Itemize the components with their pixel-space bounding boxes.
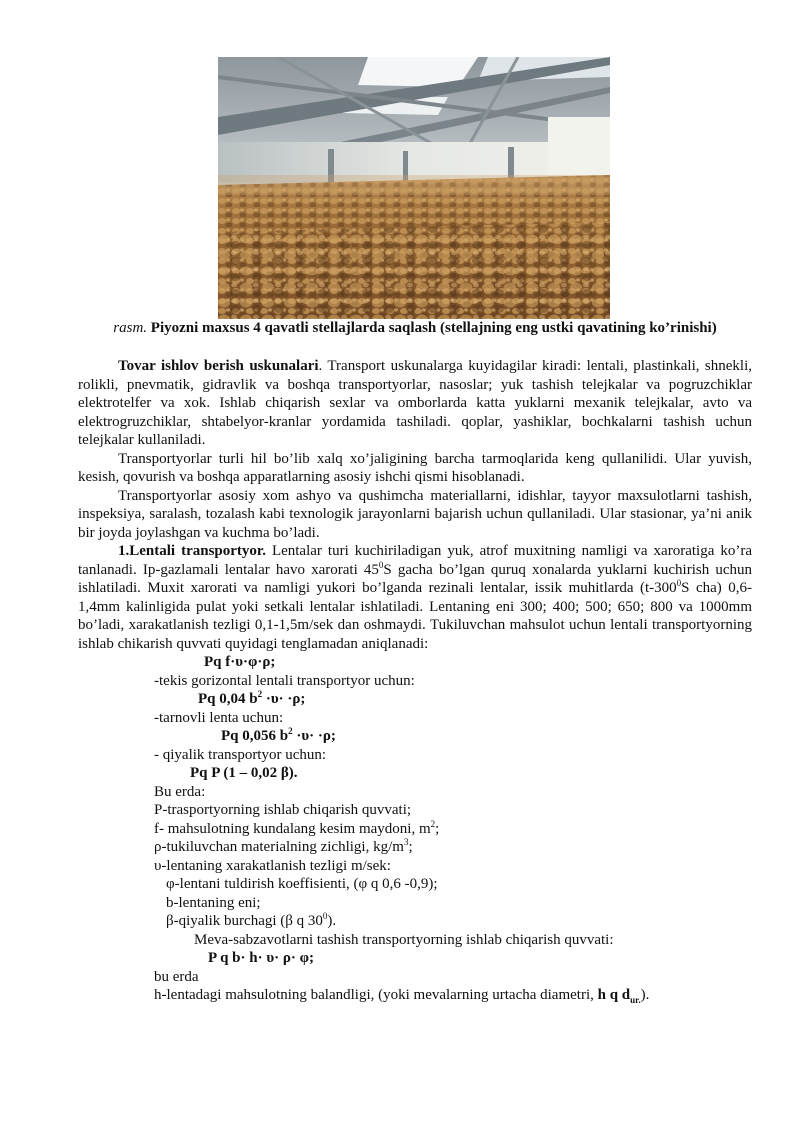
paragraph-equipment: Tovar ishlov berish uskunalari. Transport uskunalarga kuyidagilar kiradi: lentali, plastinkali, shnekli, rolikli, pnevmatik, gidravlik va boshqa transportyorlar, nasoslar; yuk tashish telejkalar va pogruzchiklar elektrotelfer va xok. Ishlab chiqarish sexlar va omborlarda katta yuklarni mexanik telejkalar, avto va elektrogruzchiklar, shtabelyor-kranlar yordamida tashiladi. qoplar, yashiklar, bochkalarni tashish uchun telejkalar kullaniladi. bbox=[78, 358, 752, 448]
figure-caption bbox=[78, 319, 752, 337]
legend-rho: ρ-tukiluvchan materialning zichligi, $kg/m^3$; bbox=[154, 837, 413, 855]
caption-title: Piyozni maxsus 4 qavatli stellajlarda saqlash (stellajning eng ustki qavatining ko’rinishi) bbox=[147, 320, 717, 336]
legend-f: f- mahsulotning kundalang kesim maydoni, $m^2$; bbox=[154, 818, 440, 837]
legend-h: h-lentadagi mahsulotning balandligi, (yoki mevalarning urtacha diametri, h q $d_{ur.}$). bbox=[154, 987, 650, 1005]
legend-phi: φ-lentani tuldirish koeffisienti, (φ q 0,6 -0,9); bbox=[166, 876, 438, 892]
legend-b: b-lentaning eni; bbox=[166, 894, 261, 911]
formula-incline: Pq P (1 – 0,02 β). bbox=[190, 765, 298, 781]
formula-vegetables: P q b· h· υ· ρ· φ; bbox=[208, 950, 315, 966]
paragraph-transportyorlar: Transportyorlar turli hil bo’lib xalq xo’jaligining barcha tarmoqlarida keng qullanilidi. Ular yuvish, kesish, qovurish va boshqa apparatlarning asosiy ishchi qismi hisoblanadi. bbox=[78, 450, 752, 485]
legend-intro: Bu erda: bbox=[154, 783, 206, 800]
label-vegetables: Meva-sabzavotlarni tashish transportyorning ishlab chiqarish quvvati: bbox=[194, 931, 614, 948]
formula-horizontal: Pq 0,04 $b^2 \cdot\upsilon\cdot \cdot\rho$; bbox=[198, 689, 306, 707]
heading-belt: 1.Lentali transportyor. bbox=[118, 543, 266, 559]
bu-erda: bu erda bbox=[154, 968, 199, 985]
formula-general: Pq f·υ·φ·ρ; bbox=[204, 654, 276, 670]
legend-p: P-trasportyorning ishlab chiqarish quvvati; bbox=[154, 802, 412, 818]
label-incline: - qiyalik transportyor uchun: bbox=[154, 746, 327, 763]
paragraph-purpose: Transportyorlar asosiy xom ashyo va qushimcha materiallarni, idishlar, tayyor maxsulotlarni tashish, inspeksiya, saralash, tozalash kabi texnologik jarayonlarni bajarish uchun qullaniladi. Ular stasionar, ya’ni anik bir joyda joylashgan va kuchma bo’ladi. bbox=[78, 487, 752, 541]
formula-trough: Pq 0,056 $b^2 \cdot\upsilon\cdot \cdot\rho$; bbox=[221, 726, 336, 744]
legend-v: υ-lentaning xarakatlanish tezligi m/sek: bbox=[154, 857, 391, 874]
paragraph-belt-transportyor: 1.Lentali transportyor. Lentalar turi kuchiriladigan yuk, atrof muxitning namligi va xaroratiga ko’ra tanlanadi. Ip-gazlamali lentalar havo xarorati $45^0S$ gacha bo’lgan quruq xonalarda yuklarni kuchirish uchun ishlatiladi. Muxit xarorati va namligi yukori bo’lganda rezinali lentalar, issik muhitlarda ($t-300^0S$ cha) 0,6-1,4mm kalinligida pulat yoki setkali lentalar ishlatiladi. Lentaning eni 300; 400; 500; 650; 800 va 1000mm bo’ladi, xarakatlanish tezligi 0,1-1,5m/sek dan oshmaydi. Tukiluvchan mahsulot uchun lentali transportyorning ishlab chikarish quvvati quyidagi tenglamadan aniqlanadi: bbox=[78, 543, 752, 652]
legend-beta: β-qiyalik burchagi (β q $30^0$). bbox=[166, 911, 337, 929]
body-text bbox=[78, 357, 752, 1005]
label-trough: -tarnovli lenta uchun: bbox=[154, 709, 284, 726]
caption-label: rasm. bbox=[113, 320, 148, 336]
onion-storage-photo bbox=[218, 57, 610, 319]
heading-equipment: Tovar ishlov berish uskunalari bbox=[118, 358, 319, 374]
label-horizontal: -tekis gorizontal lentali transportyor uchun: bbox=[154, 672, 415, 689]
